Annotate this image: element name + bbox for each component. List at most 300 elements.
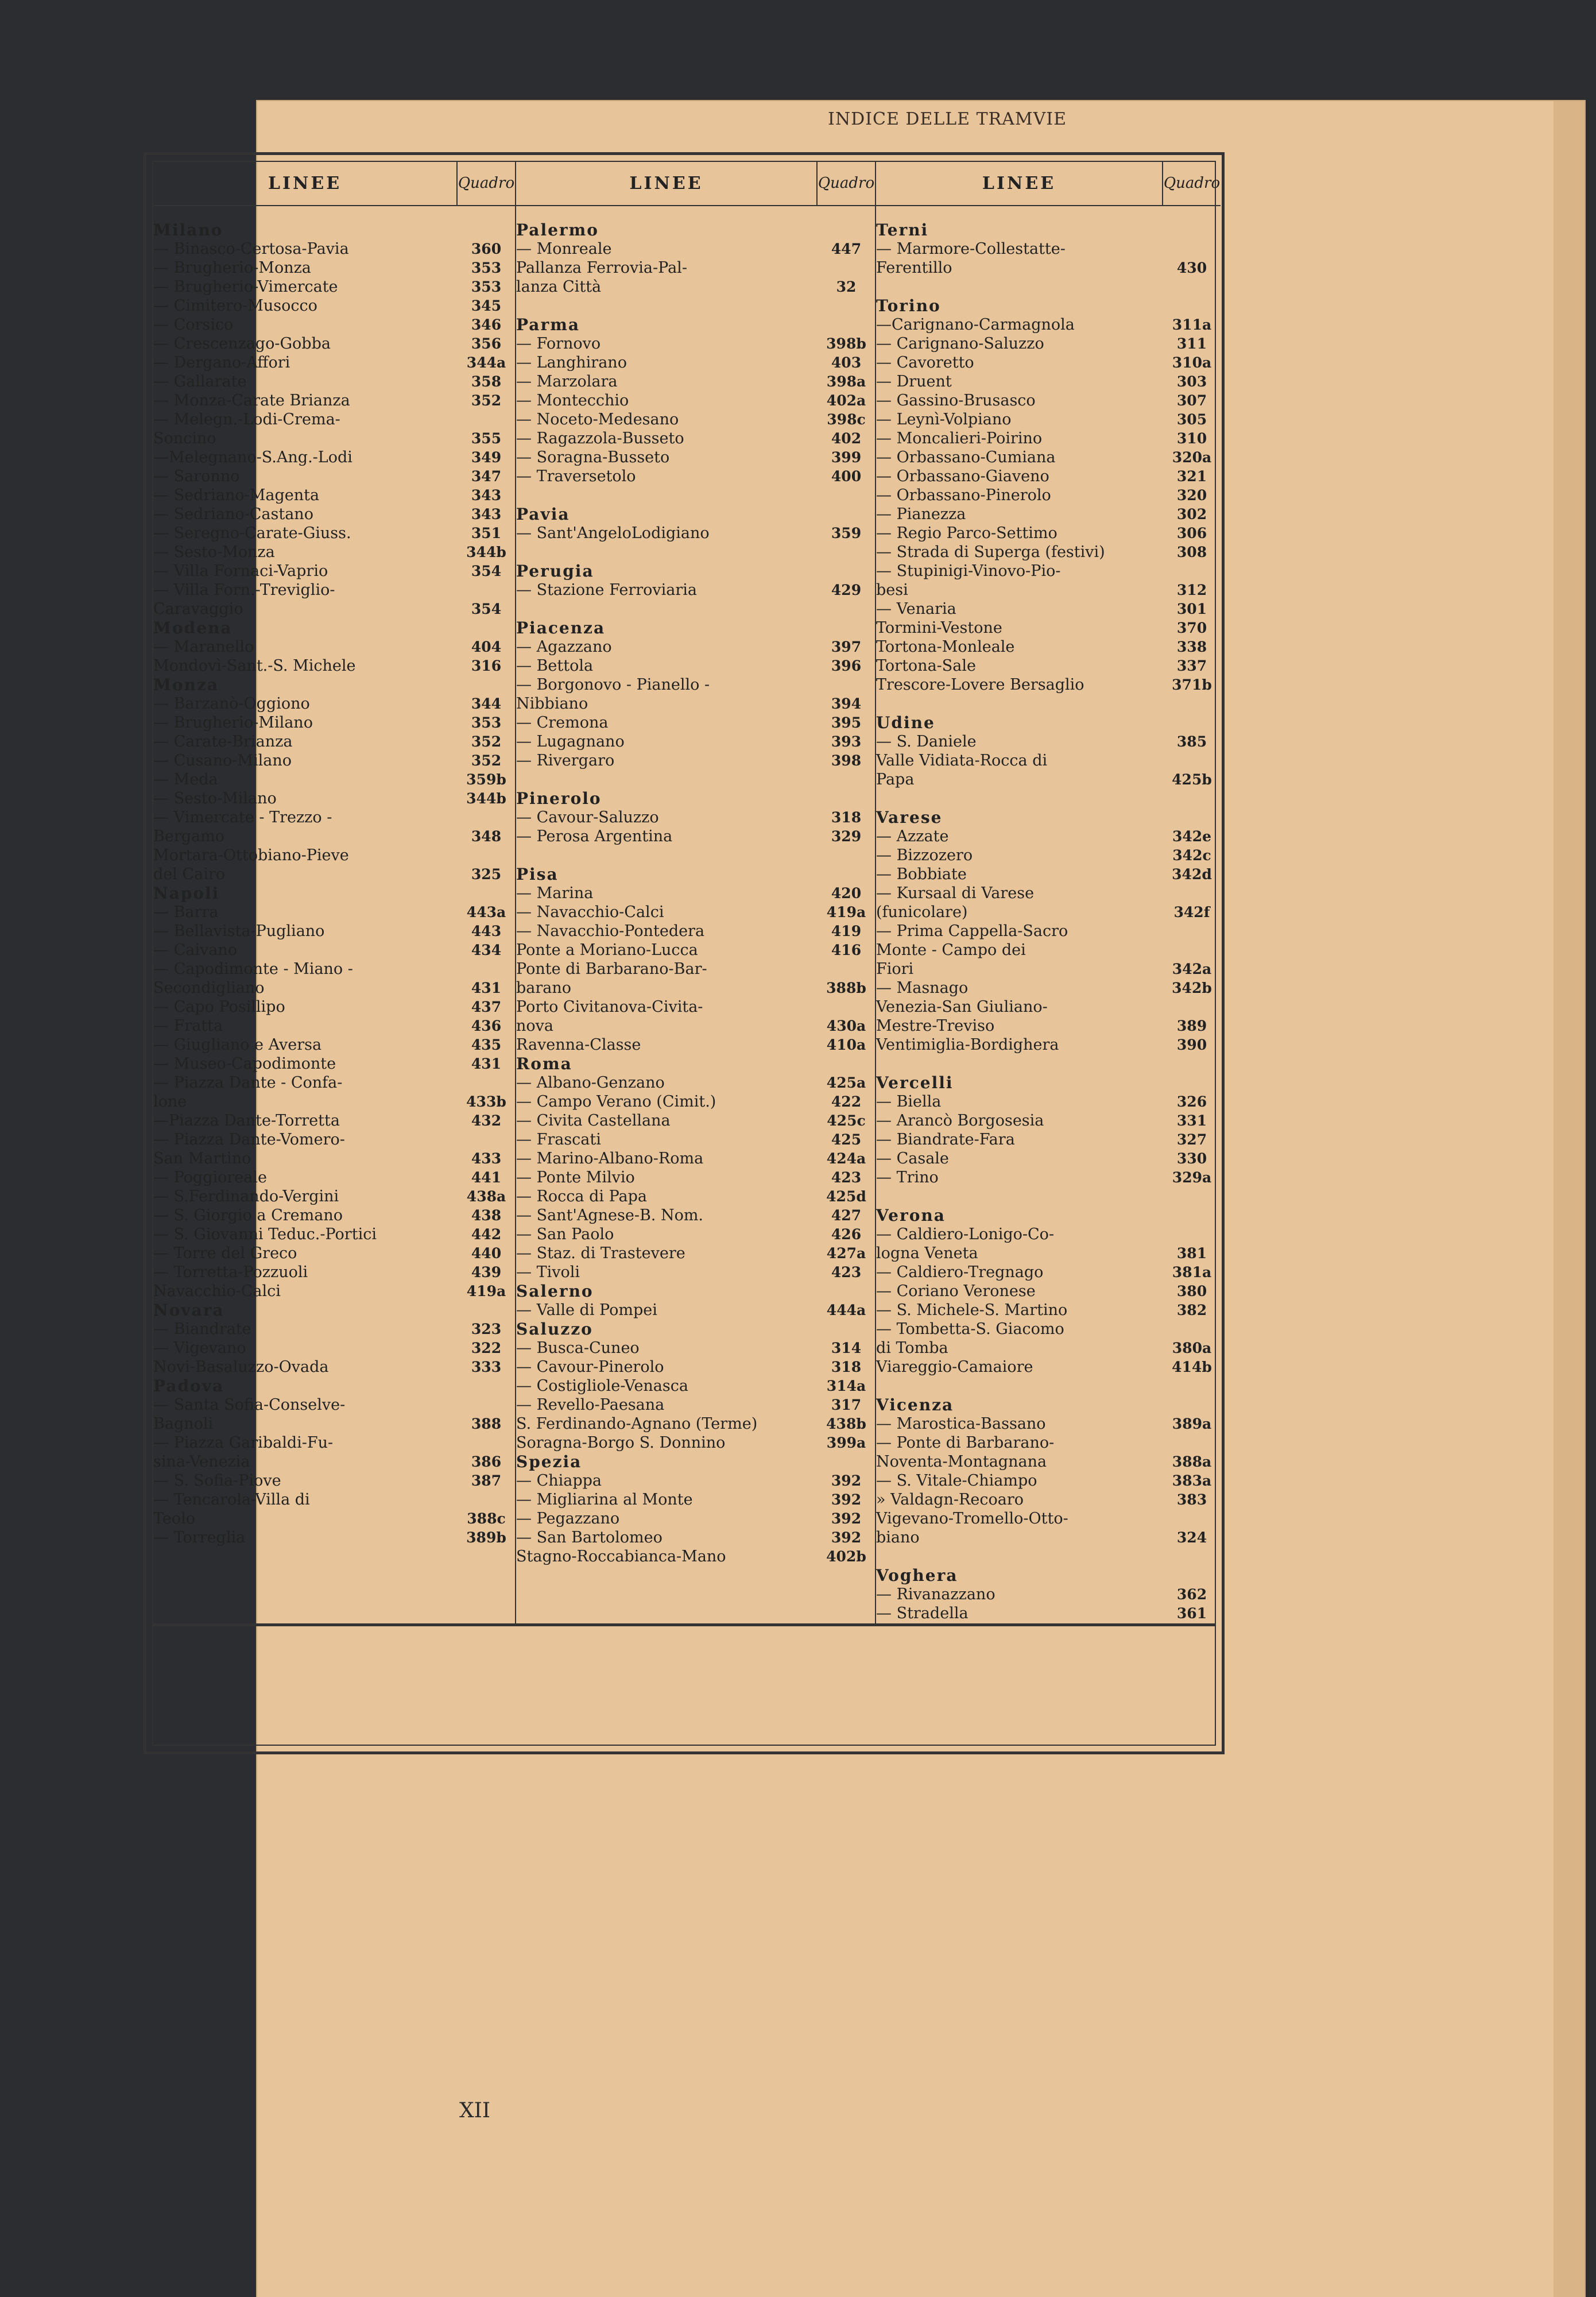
- line-name: barano: [516, 979, 572, 997]
- line-name: — Langhirano: [516, 354, 627, 372]
- line-name: Parma: [516, 315, 580, 334]
- quadro-number: [458, 960, 515, 979]
- index-entry: [153, 448, 515, 467]
- index-entry: [516, 1073, 875, 1092]
- line-name: nova: [516, 1017, 553, 1035]
- line-name: Tortona-Sale: [876, 657, 976, 675]
- index-entry: [516, 846, 875, 865]
- city-heading: [153, 221, 515, 239]
- quadro-number: 317: [831, 1397, 862, 1413]
- index-entry: [876, 334, 1221, 353]
- quadro-number: 399: [831, 449, 862, 466]
- line-name: — Costigliole-Venasca: [516, 1377, 688, 1395]
- line-name: — San Paolo: [516, 1225, 614, 1243]
- quadro-number: 425: [831, 1131, 862, 1148]
- index-entry: [516, 1016, 875, 1035]
- line-name: — Barzanò-Oggiono: [153, 695, 310, 713]
- quadro-number: 443a: [466, 904, 506, 921]
- line-name: — Rocca di Papa: [516, 1188, 648, 1205]
- line-name: Stagno-Roccabianca-Mano: [516, 1548, 726, 1565]
- quadro-number: 345: [471, 297, 502, 314]
- quadro-number: 359: [831, 525, 862, 542]
- quadro-number: [458, 221, 515, 239]
- index-entry: [153, 353, 515, 372]
- line-name: — Cusano-Milano: [153, 752, 292, 769]
- quadro-number: 354: [471, 601, 502, 617]
- quadro-number: 342b: [1172, 980, 1212, 996]
- quadro-number: 380a: [1172, 1340, 1212, 1356]
- quadro-number: 436: [471, 1018, 502, 1034]
- index-entry: [516, 675, 875, 694]
- line-name: Torino: [876, 296, 941, 315]
- quadro-number: [818, 997, 875, 1016]
- line-name: — Biella: [876, 1093, 942, 1111]
- city-heading: [516, 221, 875, 239]
- table-frame: [152, 161, 1221, 1746]
- index-entry: [876, 922, 1221, 941]
- index-entry: [876, 618, 1221, 637]
- quadro-number: 318: [831, 1359, 862, 1375]
- line-name: biano: [876, 1529, 920, 1546]
- quadro-number: 346: [471, 316, 502, 333]
- line-name: [876, 694, 1163, 713]
- line-name: Fiori: [876, 960, 914, 978]
- line-name: — Meda: [153, 771, 218, 788]
- index-entry: [516, 713, 875, 732]
- quadro-number: [1163, 884, 1221, 903]
- line-name: — Monza-Carate Brianza: [153, 392, 350, 409]
- line-name: — Azzate: [876, 827, 949, 845]
- quadro-number: 435: [471, 1037, 502, 1053]
- quadro-number: [1163, 922, 1221, 941]
- quadro-number: 337: [1176, 658, 1207, 674]
- index-entry: [153, 543, 515, 562]
- quadro-number: 370: [1176, 620, 1207, 636]
- city-heading: [876, 1395, 1221, 1414]
- line-name: [876, 789, 1163, 808]
- quadro-number: 354: [471, 563, 502, 579]
- quadro-number: 426: [831, 1226, 862, 1243]
- line-name: Venezia-San Giuliano-: [876, 998, 1048, 1016]
- quadro-number: 344a: [466, 354, 506, 371]
- city-heading: [153, 618, 515, 637]
- line-name: — Vigevano: [153, 1339, 246, 1357]
- quadro-number: 320: [1176, 487, 1207, 504]
- index-entry: [516, 1414, 875, 1433]
- quadro-number: 434: [471, 942, 502, 958]
- quadro-number: 342d: [1172, 866, 1212, 883]
- index-entry: [153, 979, 515, 997]
- quadro-number: [1163, 1320, 1221, 1339]
- index-entry: [153, 732, 515, 751]
- quadro-number: 430: [1176, 260, 1207, 276]
- line-name: — Carate-Brianza: [153, 733, 293, 751]
- line-name: — S. Giovanni Teduc.-Portici: [153, 1225, 377, 1243]
- index-entry: [153, 941, 515, 960]
- quadro-number: [1163, 277, 1221, 296]
- index-entry: [876, 1282, 1221, 1301]
- quadro-number: 358: [471, 373, 502, 390]
- line-name: Napoli: [153, 884, 220, 903]
- quadro-number: 438: [471, 1207, 502, 1224]
- quadro-number: [458, 410, 515, 429]
- line-name: [876, 1376, 1163, 1395]
- index-entry: [876, 675, 1221, 694]
- city-heading: [153, 675, 515, 694]
- index-entry: [516, 1206, 875, 1225]
- line-name: — Piazza Dante-Vomero-: [153, 1131, 345, 1148]
- quadro-number: 437: [471, 999, 502, 1015]
- line-name: — Arancò Borgosesia: [876, 1112, 1044, 1130]
- line-name: — Orbassano-Giaveno: [876, 467, 1049, 485]
- line-name: — Sesto-Milano: [153, 790, 277, 807]
- index-entry: [516, 277, 875, 296]
- line-name: Mestre-Treviso: [876, 1017, 995, 1035]
- quadro-number: 308: [1176, 544, 1207, 560]
- quadro-number: 423: [831, 1169, 862, 1186]
- quadro-number: 311: [1176, 335, 1207, 352]
- quadro-number: 305: [1176, 411, 1207, 428]
- index-entry: [516, 1225, 875, 1244]
- index-entry: [153, 903, 515, 922]
- quadro-number: [818, 960, 875, 979]
- line-name: — Rivergaro: [516, 752, 615, 769]
- index-entry: [153, 1282, 515, 1301]
- quadro-number: 347: [471, 468, 502, 485]
- index-entry: [876, 239, 1221, 258]
- index-entry: [516, 884, 875, 903]
- city-heading: [153, 1301, 515, 1320]
- line-name: — Capo Posillipo: [153, 998, 285, 1016]
- city-heading: [516, 1054, 875, 1073]
- line-name: sina-Venezia: [153, 1453, 250, 1471]
- quadro-number: 427a: [826, 1245, 866, 1262]
- index-entry: [516, 1395, 875, 1414]
- index-entry: [153, 505, 515, 524]
- quadro-number: [818, 1054, 875, 1073]
- index-entry: [516, 1471, 875, 1490]
- line-name: — S. Sofia-Piove: [153, 1472, 281, 1490]
- quadro-number: 385: [1176, 733, 1207, 750]
- line-name: Novi-Basaluzzo-Ovada: [153, 1358, 329, 1376]
- city-heading: [516, 505, 875, 524]
- quadro-number: 395: [831, 714, 862, 731]
- index-entry: [516, 997, 875, 1016]
- index-entry: [876, 1509, 1221, 1528]
- line-name: Voghera: [876, 1566, 958, 1585]
- quadro-number: [1163, 1206, 1221, 1225]
- index-entry: [876, 1225, 1221, 1244]
- index-entry: [876, 543, 1221, 562]
- quadro-number: 388a: [1172, 1453, 1212, 1470]
- line-name: — Marzolara: [516, 373, 618, 390]
- line-name: Tortona-Monleale: [876, 638, 1015, 656]
- line-name: —Piazza Dante-Torretta: [153, 1112, 340, 1130]
- line-name: [516, 486, 818, 505]
- index-entry: [153, 1433, 515, 1452]
- line-name: Tormini-Vestone: [876, 619, 1002, 637]
- quadro-number: 427: [831, 1207, 862, 1224]
- line-name: Verona: [876, 1206, 946, 1225]
- quadro-number: 322: [471, 1340, 502, 1356]
- quadro-number: [1163, 1376, 1221, 1395]
- line-name: Pavia: [516, 505, 570, 524]
- city-heading: [516, 789, 875, 808]
- line-name: — S.Ferdinando-Vergini: [153, 1188, 339, 1205]
- line-name: — Caldiero-Lonigo-Co-: [876, 1225, 1055, 1243]
- quadro-number: 314a: [826, 1378, 866, 1394]
- line-name: — Stradella: [876, 1604, 969, 1622]
- line-name: [876, 1187, 1163, 1206]
- quadro-number: [458, 1395, 515, 1414]
- line-name: — Albano-Genzano: [516, 1074, 665, 1092]
- quadro-number: [458, 581, 515, 600]
- index-entry: [876, 656, 1221, 675]
- index-entry: [153, 1263, 515, 1282]
- line-name: — Regio Parco-Settimo: [876, 524, 1057, 542]
- quadro-number: 356: [471, 335, 502, 352]
- index-entry: [153, 296, 515, 315]
- column-1: [153, 162, 515, 1623]
- quadro-number: [818, 865, 875, 884]
- quadro-number: [818, 505, 875, 524]
- quadro-number: 422: [831, 1093, 862, 1110]
- index-entry: [876, 1528, 1221, 1547]
- quadro-number: 398c: [827, 411, 866, 428]
- line-name: di Tomba: [876, 1339, 948, 1357]
- quadro-number: 396: [831, 658, 862, 674]
- quadro-header: Quadro: [1162, 162, 1221, 205]
- quadro-number: [458, 675, 515, 694]
- quadro-number: 355: [471, 430, 502, 447]
- index-entry: [876, 637, 1221, 656]
- quadro-number: 307: [1176, 392, 1207, 409]
- index-entry: [153, 1073, 515, 1092]
- line-name: Bagnoli: [153, 1415, 214, 1433]
- line-name: [876, 277, 1163, 296]
- quadro-number: [1163, 1395, 1221, 1414]
- quadro-number: [1163, 562, 1221, 581]
- index-entry: [153, 1035, 515, 1054]
- line-name: — Torre del Greco: [153, 1244, 297, 1262]
- line-name: Pinerolo: [516, 789, 602, 808]
- quadro-number: 329: [831, 828, 862, 845]
- line-name: — Bettola: [516, 657, 594, 675]
- line-name: — Carignano-Saluzzo: [876, 335, 1044, 353]
- line-name: — Piazza Garibaldi-Fu-: [153, 1434, 334, 1452]
- index-entry: [516, 258, 875, 277]
- index-entry: [876, 277, 1221, 296]
- quadro-number: [1163, 941, 1221, 960]
- line-name: — Brugherio-Monza: [153, 259, 311, 277]
- city-heading: [516, 1452, 875, 1471]
- quadro-number: 388: [471, 1416, 502, 1432]
- quadro-number: 323: [471, 1321, 502, 1337]
- index-entry: [876, 1168, 1221, 1187]
- line-name: — Navacchio-Pontedera: [516, 922, 705, 940]
- city-heading: [876, 808, 1221, 827]
- index-entry: [516, 979, 875, 997]
- quadro-number: [818, 221, 875, 239]
- index-entry: [516, 656, 875, 675]
- index-entry: [876, 1301, 1221, 1320]
- quadro-number: 402b: [826, 1548, 866, 1565]
- line-name: Soragna-Borgo S. Donnino: [516, 1434, 726, 1452]
- line-name: Teolo: [153, 1510, 196, 1528]
- line-name: — Crescenzago-Gobba: [153, 335, 331, 353]
- index-entry: [153, 239, 515, 258]
- quadro-number: 432: [471, 1112, 502, 1129]
- index-entry: [876, 1433, 1221, 1452]
- quadro-number: [818, 675, 875, 694]
- index-entry: [516, 467, 875, 486]
- line-name: — Dergano-Affori: [153, 354, 290, 372]
- line-name: Vicenza: [876, 1395, 954, 1414]
- line-name: Spezia: [516, 1452, 582, 1471]
- line-name: — Orbassano-Pinerolo: [876, 486, 1051, 504]
- index-entry: [153, 1054, 515, 1073]
- line-name: — Casale: [876, 1150, 949, 1167]
- line-name: Valle Vidiata-Rocca di: [876, 752, 1048, 769]
- index-entry: [516, 1263, 875, 1282]
- line-name: — S. Daniele: [876, 733, 977, 751]
- line-name: — Seregno-Carate-Giuss.: [153, 524, 351, 542]
- index-entry: [516, 239, 875, 258]
- quadro-number: 392: [831, 1491, 862, 1508]
- line-name: — Sant'Agnese-B. Nom.: [516, 1206, 704, 1224]
- line-name: — Marmore-Collestatte-: [876, 240, 1066, 258]
- index-entry: [876, 694, 1221, 713]
- quadro-header: Quadro: [816, 162, 875, 205]
- index-entry: [876, 997, 1221, 1016]
- line-name: San Martino: [153, 1150, 251, 1167]
- quadro-number: [1163, 997, 1221, 1016]
- line-name: — Torretta-Pozzuoli: [153, 1263, 308, 1281]
- index-entry: [876, 1376, 1221, 1395]
- index-entry: [876, 751, 1221, 770]
- line-name: —Melegnano-S.Ang.-Lodi: [153, 448, 352, 466]
- line-name: Caravaggio: [153, 600, 243, 618]
- line-name: — S. Vitale-Chiampo: [876, 1472, 1037, 1490]
- quadro-number: [818, 258, 875, 277]
- quadro-number: [1163, 1566, 1221, 1585]
- line-name: — Museo-Capodimonte: [153, 1055, 336, 1073]
- index-entry: [153, 1187, 515, 1206]
- index-entry: [876, 979, 1221, 997]
- quadro-number: 338: [1176, 639, 1207, 655]
- index-entry: [876, 1130, 1221, 1149]
- index-entry: [153, 1509, 515, 1528]
- line-name: Novara: [153, 1301, 224, 1320]
- quadro-number: 383: [1176, 1491, 1207, 1508]
- quadro-number: 325: [471, 866, 502, 883]
- line-name: Roma: [516, 1054, 572, 1073]
- line-name: — Melegn.-Lodi-Crema-: [153, 411, 340, 428]
- quadro-number: [1163, 1433, 1221, 1452]
- line-name: Ventimiglia-Bordighera: [876, 1036, 1059, 1054]
- line-name: — Villa Forn.-Treviglio-: [153, 581, 335, 599]
- quadro-number: 320a: [1172, 449, 1212, 466]
- line-name: — Prima Cappella-Sacro: [876, 922, 1068, 940]
- index-entry: [153, 808, 515, 827]
- quadro-number: 444a: [826, 1302, 866, 1318]
- line-name: — Trino: [876, 1169, 939, 1186]
- index-entry: [876, 789, 1221, 808]
- page-header: INDICE DELLE TRAMVIE: [827, 109, 1067, 129]
- index-entry: [516, 1092, 875, 1111]
- line-name: — Chiappa: [516, 1472, 602, 1490]
- quadro-number: 433b: [466, 1093, 506, 1110]
- column-title: LINEE: [268, 173, 342, 194]
- line-name: [516, 770, 818, 789]
- line-name: — Masnago: [876, 979, 969, 997]
- quadro-number: 389a: [1172, 1416, 1212, 1432]
- quadro-number: [458, 1130, 515, 1149]
- line-name: — Cavoretto: [876, 354, 974, 372]
- quadro-number: [818, 618, 875, 637]
- index-entry: [516, 1490, 875, 1509]
- line-name: — Agazzano: [516, 638, 612, 656]
- line-name: — Rivanazzano: [876, 1586, 995, 1603]
- line-name: — Biandrate-Fara: [876, 1131, 1015, 1148]
- line-name: — Cimitero-Musocco: [153, 297, 317, 315]
- index-entry: [876, 846, 1221, 865]
- quadro-number: 348: [471, 828, 502, 845]
- line-name: — Poggioreale: [153, 1169, 267, 1186]
- row-list: [516, 206, 875, 1566]
- index-entry: [516, 543, 875, 562]
- index-entry: [153, 1395, 515, 1414]
- line-name: — Gallarate: [153, 373, 247, 390]
- quadro-number: 324: [1176, 1529, 1207, 1546]
- line-name: — Vimercate - Trezzo -: [153, 809, 332, 826]
- line-name: Ferentillo: [876, 259, 952, 277]
- line-name: — Cremona: [516, 714, 609, 732]
- index-entry: [153, 827, 515, 846]
- quadro-number: 360: [471, 241, 502, 257]
- line-name: [516, 846, 818, 865]
- index-entry: [516, 448, 875, 467]
- quadro-number: 389b: [466, 1529, 506, 1546]
- quadro-number: 419a: [466, 1283, 506, 1300]
- index-entry: [153, 997, 515, 1016]
- line-name: — Strada di Superga (festivi): [876, 543, 1105, 561]
- column-title: LINEE: [629, 173, 703, 194]
- line-name: Pallanza Ferrovia-Pal-: [516, 259, 687, 277]
- page-number: XII: [459, 2099, 491, 2122]
- index-entry: [876, 486, 1221, 505]
- index-entry: [516, 1528, 875, 1547]
- index-entry: [876, 1604, 1221, 1623]
- quadro-number: 403: [831, 354, 862, 371]
- quadro-number: 400: [831, 468, 862, 485]
- quadro-number: 414b: [1172, 1359, 1212, 1375]
- quadro-number: 390: [1176, 1037, 1207, 1053]
- index-entry: [876, 1339, 1221, 1358]
- quadro-number: 447: [831, 241, 862, 257]
- quadro-number: 425b: [1172, 771, 1212, 788]
- index-entry: [516, 1244, 875, 1263]
- index-entry: [153, 1016, 515, 1035]
- line-name: lone: [153, 1093, 187, 1111]
- index-entry: [153, 1244, 515, 1263]
- quadro-number: 361: [1176, 1605, 1207, 1622]
- quadro-number: [458, 884, 515, 903]
- index-entry: [876, 960, 1221, 979]
- line-name: del Cairo: [153, 865, 226, 883]
- index-entry: [876, 1092, 1221, 1111]
- index-entry: [153, 1490, 515, 1509]
